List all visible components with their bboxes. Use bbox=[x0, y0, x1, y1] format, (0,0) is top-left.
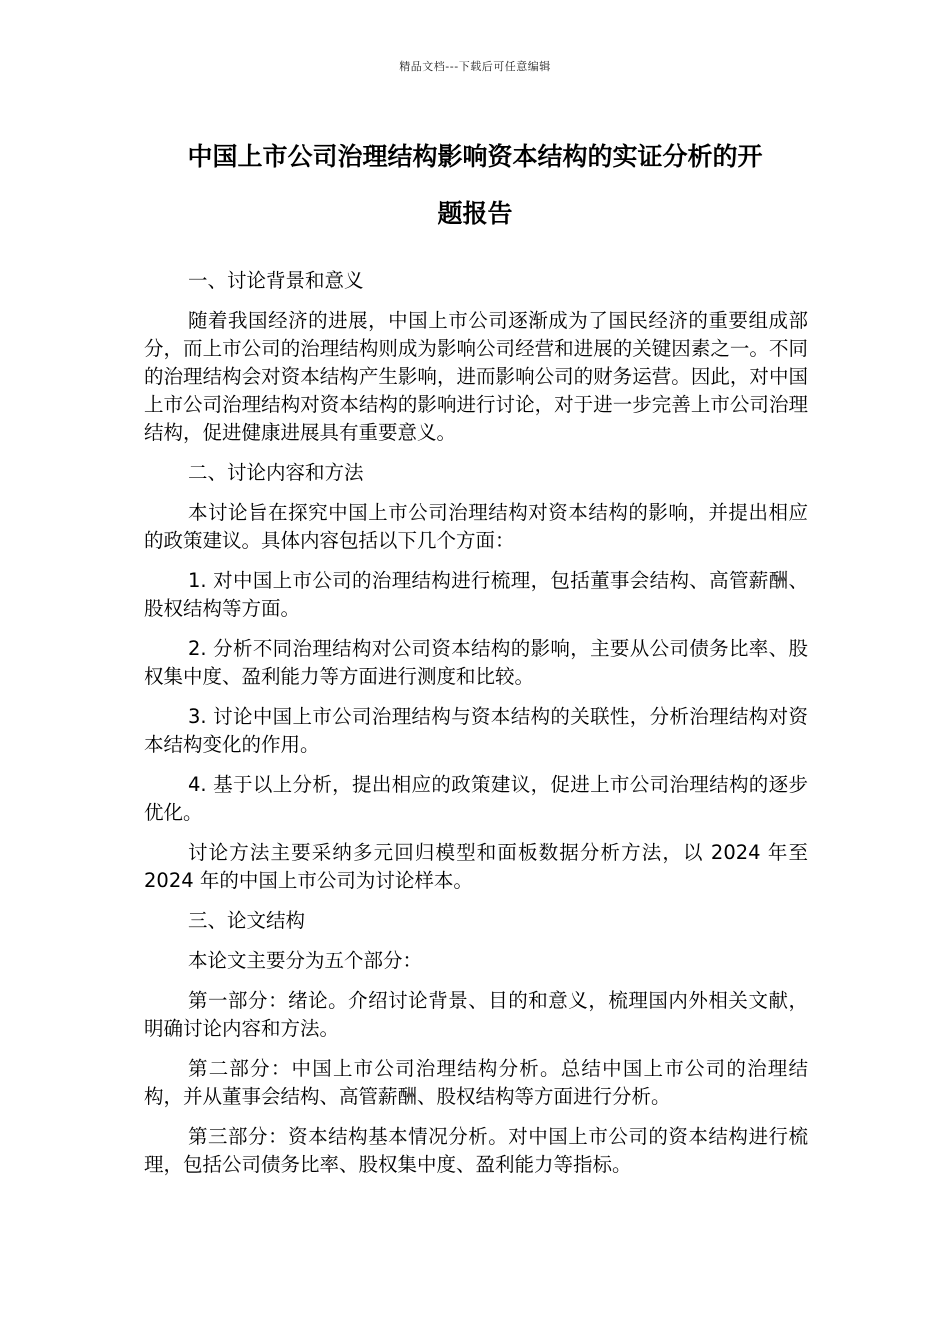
paragraph-research-aim: 本讨论旨在探究中国上市公司治理结构对资本结构的影响，并提出相应的政策建议。具体内容包括以下几个方面： bbox=[144, 501, 808, 552]
paragraph-part-2: 第二部分：中国上市公司治理结构分析。总结中国上市公司的治理结构，并从董事会结构、高管薪酬、股权结构等方面进行分析。 bbox=[144, 1057, 808, 1108]
list-item-3: 3. 讨论中国上市公司治理结构与资本结构的关联性，分析治理结构对资本结构变化的作用。 bbox=[144, 705, 808, 756]
list-item-4: 4. 基于以上分析，提出相应的政策建议，促进上市公司治理结构的逐步优化。 bbox=[144, 773, 808, 824]
section-heading-content-method: 二、讨论内容和方法 bbox=[188, 461, 364, 484]
paragraph-part-3: 第三部分：资本结构基本情况分析。对中国上市公司的资本结构进行梳理，包括公司债务比率、股权集中度、盈利能力等指标。 bbox=[144, 1125, 808, 1176]
paragraph-method: 讨论方法主要采纳多元回归模型和面板数据分析方法，以 2024 年至 2024 年的中国上市公司为讨论样本。 bbox=[144, 841, 808, 892]
title-line-2: 题报告 bbox=[437, 199, 513, 228]
title-line-1: 中国上市公司治理结构影响资本结构的实证分析的开 bbox=[187, 142, 763, 171]
section-heading-background: 一、讨论背景和意义 bbox=[188, 269, 364, 292]
paragraph-background: 随着我国经济的进展，中国上市公司逐渐成为了国民经济的重要组成部分，而上市公司的治理结构则成为影响公司经营和进展的关键因素之一。不同的治理结构会对资本结构产生影响，进而影响公司的财务运营。因此，对中国上市公司治理结构对资本结构的影响进行讨论，对于进一步完善上市公司治理结构，促进健康进展具有重要意义。 bbox=[144, 309, 808, 444]
document-body bbox=[144, 267, 808, 1191]
list-item-2: 2. 分析不同治理结构对公司资本结构的影响，主要从公司债务比率、股权集中度、盈利能力等方面进行测度和比较。 bbox=[144, 637, 808, 688]
section-heading-structure: 三、论文结构 bbox=[188, 909, 306, 932]
document-title bbox=[120, 128, 830, 242]
paragraph-part-1: 第一部分：绪论。介绍讨论背景、目的和意义，梳理国内外相关文献，明确讨论内容和方法。 bbox=[144, 989, 808, 1040]
paragraph-structure-intro: 本论文主要分为五个部分： bbox=[188, 949, 423, 972]
list-item-1: 1. 对中国上市公司的治理结构进行梳理，包括董事会结构、高管薪酬、股权结构等方面。 bbox=[144, 569, 808, 620]
header-note: 精品文档---下载后可任意编辑 bbox=[399, 60, 551, 73]
